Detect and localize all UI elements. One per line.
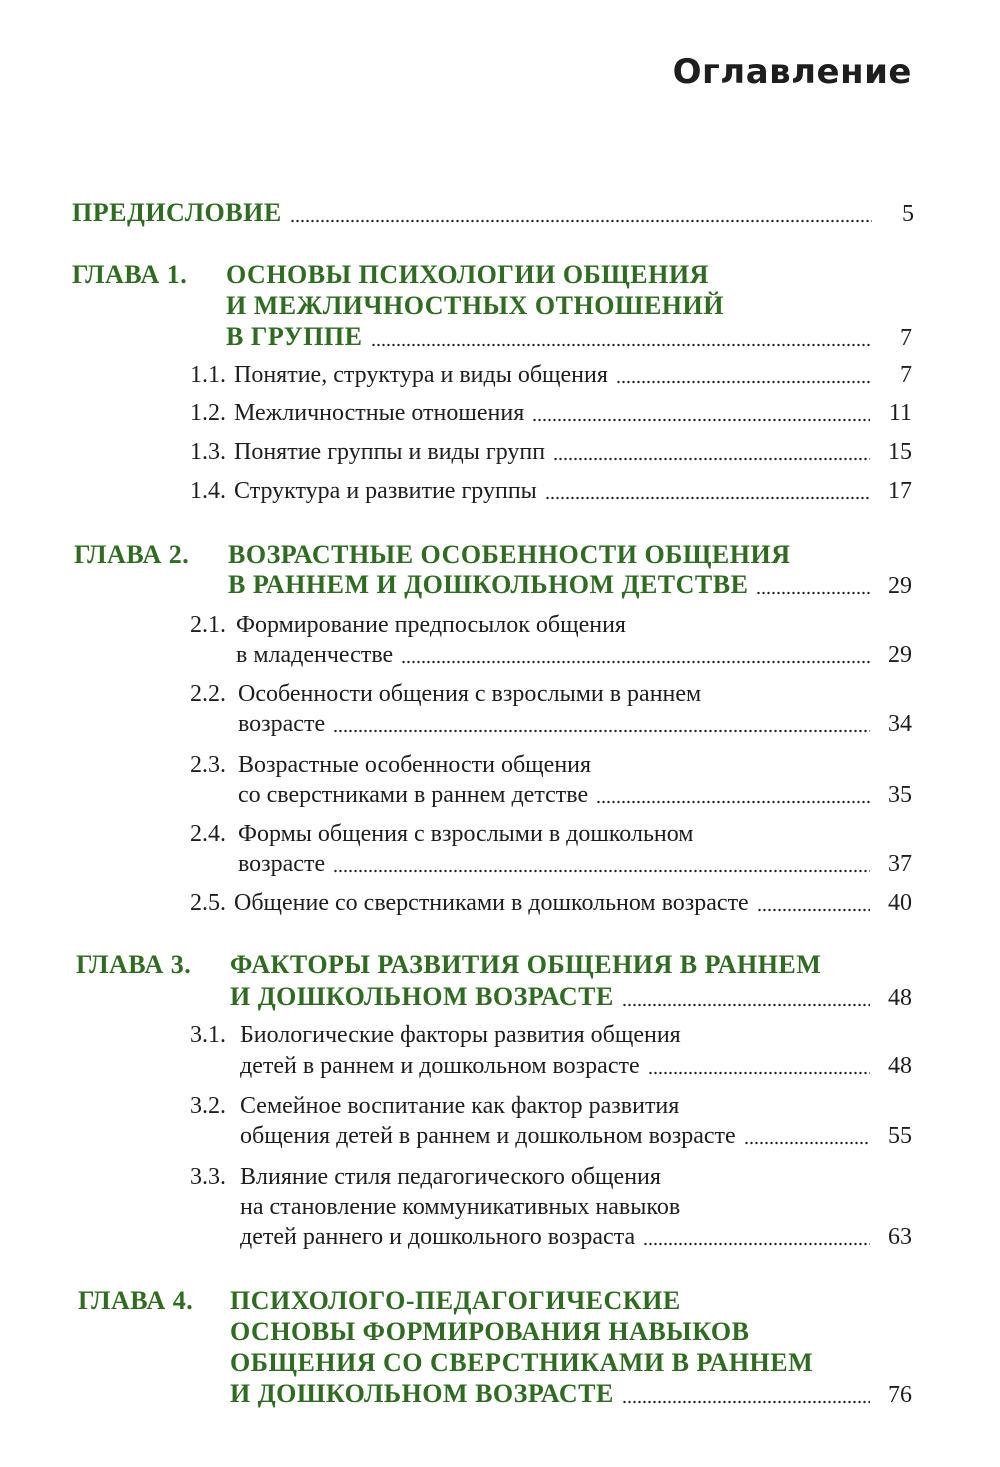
dot-leader: [622, 1003, 870, 1007]
section-number: 2.3.: [190, 752, 226, 778]
dot-leader: [622, 1400, 870, 1404]
section-title-line: на становление коммуникативных навыков: [240, 1194, 681, 1220]
chapter-number: ГЛАВА 2.: [74, 540, 190, 569]
dot-leader: [333, 729, 870, 733]
section-title-line: Формы общения с взрослыми в дошкольном: [238, 821, 694, 847]
toc-entry-section[interactable]: [236, 642, 912, 669]
toc-entry-chapter-1[interactable]: [226, 322, 912, 352]
section-number: 3.1.: [190, 1022, 226, 1048]
toc-entry-section[interactable]: [190, 890, 912, 917]
page-number: 15: [888, 439, 912, 465]
section-title-line: Биологические факторы развития общения: [240, 1022, 681, 1048]
section-title-line: Семейное воспитание как фактор развития: [240, 1093, 680, 1119]
section-title-line: детей раннего и дошкольного возраста: [240, 1224, 636, 1250]
toc-entry-chapter-3[interactable]: [230, 982, 912, 1012]
dot-leader: [643, 1242, 870, 1246]
section-number: 1.1.: [190, 362, 226, 388]
dot-leader: [290, 219, 872, 223]
toc-entry-section[interactable]: [240, 1123, 912, 1150]
page-number: 76: [888, 1382, 912, 1408]
chapter-number: ГЛАВА 4.: [78, 1286, 194, 1315]
page-number: 29: [888, 642, 912, 668]
toc-entry-section[interactable]: [190, 439, 912, 466]
page-number: 40: [888, 890, 912, 916]
toc-entry-section[interactable]: [190, 400, 912, 427]
section-title-line: возрасте: [238, 711, 326, 737]
page-number: 7: [900, 362, 912, 388]
chapter-title-line: И ДОШКОЛЬНОМ ВОЗРАСТЕ: [230, 1379, 614, 1408]
section-title: Структура и развитие группы: [234, 478, 537, 504]
chapter-title-line: В РАННЕМ И ДОШКОЛЬНОМ ДЕТСТВЕ: [228, 570, 749, 599]
section-title-line: возрасте: [238, 851, 326, 877]
section-number: 2.4.: [190, 821, 226, 847]
section-title-line: со сверстниками в раннем детстве: [238, 782, 589, 808]
section-title-line: Возрастные особенности общения: [238, 752, 592, 778]
dot-leader: [616, 380, 870, 384]
section-number: 3.2.: [190, 1093, 226, 1119]
dot-leader: [648, 1071, 870, 1075]
dot-leader: [401, 660, 870, 664]
preface-label: ПРЕДИСЛОВИЕ: [72, 198, 282, 227]
section-title-line: в младенчестве: [236, 642, 394, 668]
toc-entry-chapter-2[interactable]: [228, 570, 912, 600]
toc-entry-section[interactable]: [190, 478, 912, 505]
section-title: Межличностные отношения: [234, 400, 525, 426]
section-number: 2.5.: [190, 890, 226, 916]
section-title-line: Влияние стиля педагогического общения: [240, 1164, 661, 1190]
chapter-title-line: ОСНОВЫ ПСИХОЛОГИИ ОБЩЕНИЯ: [226, 260, 709, 289]
chapter-title-line: И МЕЖЛИЧНОСТНЫХ ОТНОШЕНИЙ: [226, 291, 724, 320]
toc-entry-section[interactable]: [238, 711, 912, 738]
toc-entry-section[interactable]: [238, 782, 912, 809]
section-number: 3.3.: [190, 1164, 226, 1190]
page-number: 34: [888, 711, 912, 737]
page-number: 63: [888, 1224, 912, 1250]
chapter-title-line: ОБЩЕНИЯ СО СВЕРСТНИКАМИ В РАННЕМ: [230, 1348, 814, 1377]
page-number: 29: [888, 573, 912, 599]
chapter-title-line: ФАКТОРЫ РАЗВИТИЯ ОБЩЕНИЯ В РАННЕМ: [230, 950, 822, 979]
section-title-line: Формирование предпосылок общения: [236, 612, 626, 638]
toc-entry-section[interactable]: [190, 362, 912, 389]
dot-leader: [596, 800, 870, 804]
page-number: 35: [888, 782, 912, 808]
toc-entry-section[interactable]: [238, 851, 912, 878]
section-title-line: детей в раннем и дошкольном возрасте: [240, 1053, 640, 1079]
dot-leader: [756, 591, 870, 595]
section-number: 1.3.: [190, 439, 226, 465]
dot-leader: [757, 908, 870, 912]
dot-leader: [744, 1141, 870, 1145]
chapter-number: ГЛАВА 1.: [72, 260, 188, 289]
toc-entry-chapter-4[interactable]: [230, 1379, 912, 1409]
dot-leader: [532, 418, 870, 422]
page-number: 48: [888, 1053, 912, 1079]
page-number: 37: [888, 851, 912, 877]
chapter-number: ГЛАВА 3.: [76, 950, 192, 979]
section-title-line: Особенности общения с взрослыми в раннем: [238, 681, 702, 707]
section-number: 1.4.: [190, 478, 226, 504]
toc-entry-section[interactable]: [240, 1224, 912, 1251]
section-number: 1.2.: [190, 400, 226, 426]
page-number: 48: [888, 985, 912, 1011]
toc-entry-section[interactable]: [240, 1053, 912, 1080]
page-number: 5: [902, 201, 914, 227]
dot-leader: [333, 869, 870, 873]
chapter-title-line: ПСИХОЛОГО-ПЕДАГОГИЧЕСКИЕ: [230, 1286, 681, 1315]
toc-entry-preface[interactable]: [72, 198, 914, 228]
dot-leader: [553, 457, 870, 461]
chapter-title-line: ОСНОВЫ ФОРМИРОВАНИЯ НАВЫКОВ: [230, 1317, 750, 1346]
section-title-line: общения детей в раннем и дошкольном возрасте: [240, 1123, 736, 1149]
page-number: 11: [888, 400, 912, 426]
chapter-title-line: И ДОШКОЛЬНОМ ВОЗРАСТЕ: [230, 982, 614, 1011]
dot-leader: [545, 496, 870, 500]
chapter-title-line: В ГРУППЕ: [226, 322, 363, 351]
section-title: Понятие группы и виды групп: [234, 439, 546, 465]
section-number: 2.2.: [190, 681, 226, 707]
dot-leader: [371, 343, 871, 347]
section-number: 2.1.: [190, 612, 226, 638]
page-number: 55: [888, 1123, 912, 1149]
page-number: 7: [900, 325, 912, 351]
chapter-title-line: ВОЗРАСТНЫЕ ОСОБЕННОСТИ ОБЩЕНИЯ: [228, 540, 791, 569]
page-title: Оглавление: [672, 52, 912, 92]
page-number: 17: [888, 478, 912, 504]
section-title: Понятие, структура и виды общения: [234, 362, 608, 388]
section-title: Общение со сверстниками в дошкольном возрасте: [234, 890, 749, 916]
